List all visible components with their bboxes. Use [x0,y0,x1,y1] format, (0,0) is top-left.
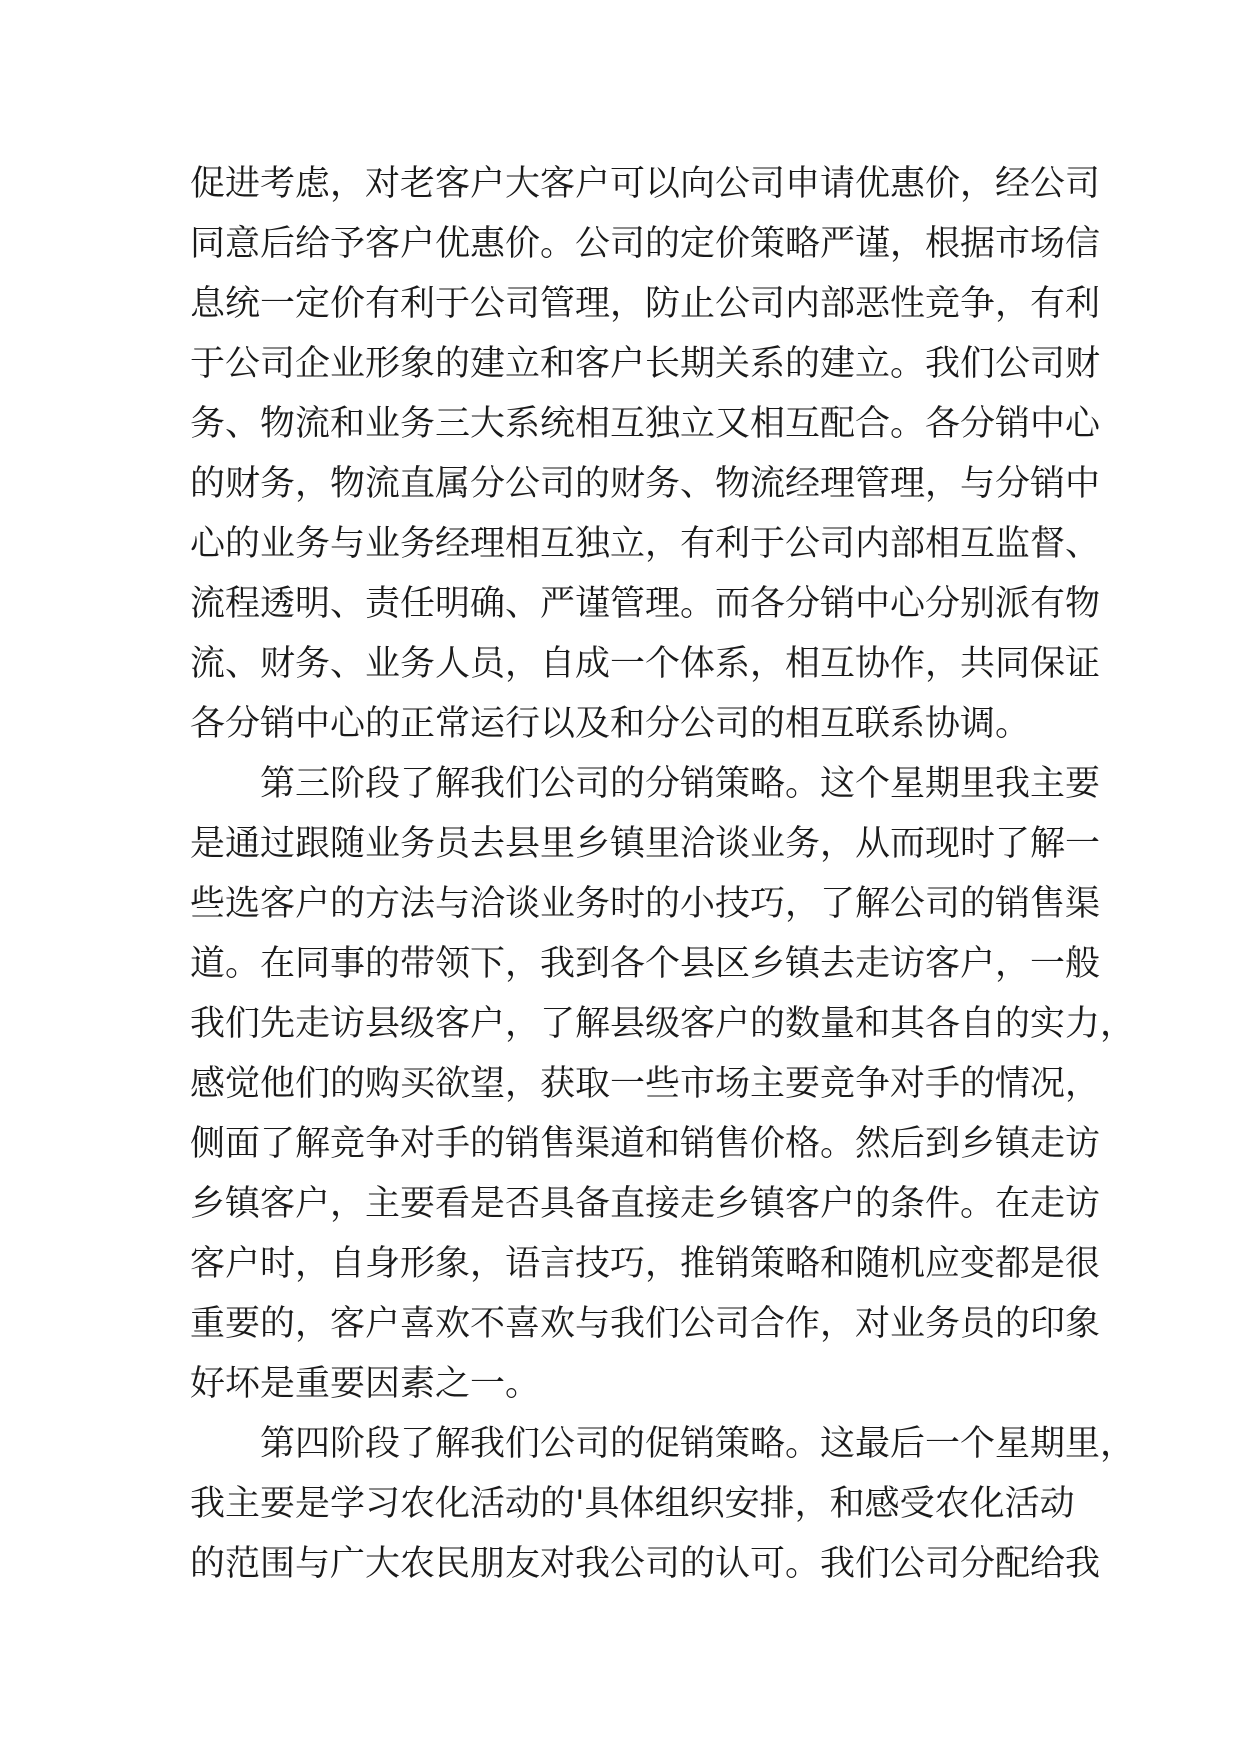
text-line: 是通过跟随业务员去县里乡镇里洽谈业务，从而现时了解一 [190,824,1101,864]
text-line: 务、物流和业务三大系统相互独立又相互配合。各分销中心 [190,404,1101,444]
text-line: 我主要是学习农化活动的'具体组织安排，和感受农化活动 [190,1484,1075,1524]
text-line: 息统一定价有利于公司管理，防止公司内部恶性竞争，有利 [190,284,1101,324]
text-line: 好坏是重要因素之一。 [190,1364,541,1404]
text-line: 流、财务、业务人员，自成一个体系，相互协作，共同保证 [190,644,1101,684]
paragraph-first-line: 第四阶段了解我们公司的促销策略。这最后一个星期里， [260,1424,1136,1464]
text-line: 乡镇客户，主要看是否具备直接走乡镇客户的条件。在走访 [190,1184,1101,1224]
text-line: 流程透明、责任明确、严谨管理。而各分销中心分别派有物 [190,584,1101,624]
text-line: 些选客户的方法与洽谈业务时的小技巧，了解公司的销售渠 [190,884,1101,924]
text-line: 重要的，客户喜欢不喜欢与我们公司合作，对业务员的印象 [190,1304,1101,1344]
body-text [190,154,1136,1594]
text-line: 促进考虑，对老客户大客户可以向公司申请优惠价，经公司 [190,164,1101,204]
text-line: 各分销中心的正常运行以及和分公司的相互联系协调。 [190,704,1031,744]
text-line: 感觉他们的购买欲望，获取一些市场主要竞争对手的情况， [190,1064,1101,1104]
text-line: 于公司企业形象的建立和客户长期关系的建立。我们公司财 [190,344,1101,384]
text-line: 我们先走访县级客户，了解县级客户的数量和其各自的实力， [190,1004,1136,1044]
text-line: 心的业务与业务经理相互独立，有利于公司内部相互监督、 [190,524,1101,564]
text-line: 客户时，自身形象，语言技巧，推销策略和随机应变都是很 [190,1244,1101,1284]
text-line: 的范围与广大农民朋友对我公司的认可。我们公司分配给我 [190,1544,1101,1584]
text-line: 道。在同事的带领下，我到各个县区乡镇去走访客户，一般 [190,944,1101,984]
text-line: 的财务，物流直属分公司的财务、物流经理管理，与分销中 [190,464,1101,504]
paragraph-first-line: 第三阶段了解我们公司的分销策略。这个星期里我主要 [260,764,1101,804]
text-line: 同意后给予客户优惠价。公司的定价策略严谨，根据市场信 [190,224,1101,264]
text-line: 侧面了解竞争对手的销售渠道和销售价格。然后到乡镇走访 [190,1124,1101,1164]
